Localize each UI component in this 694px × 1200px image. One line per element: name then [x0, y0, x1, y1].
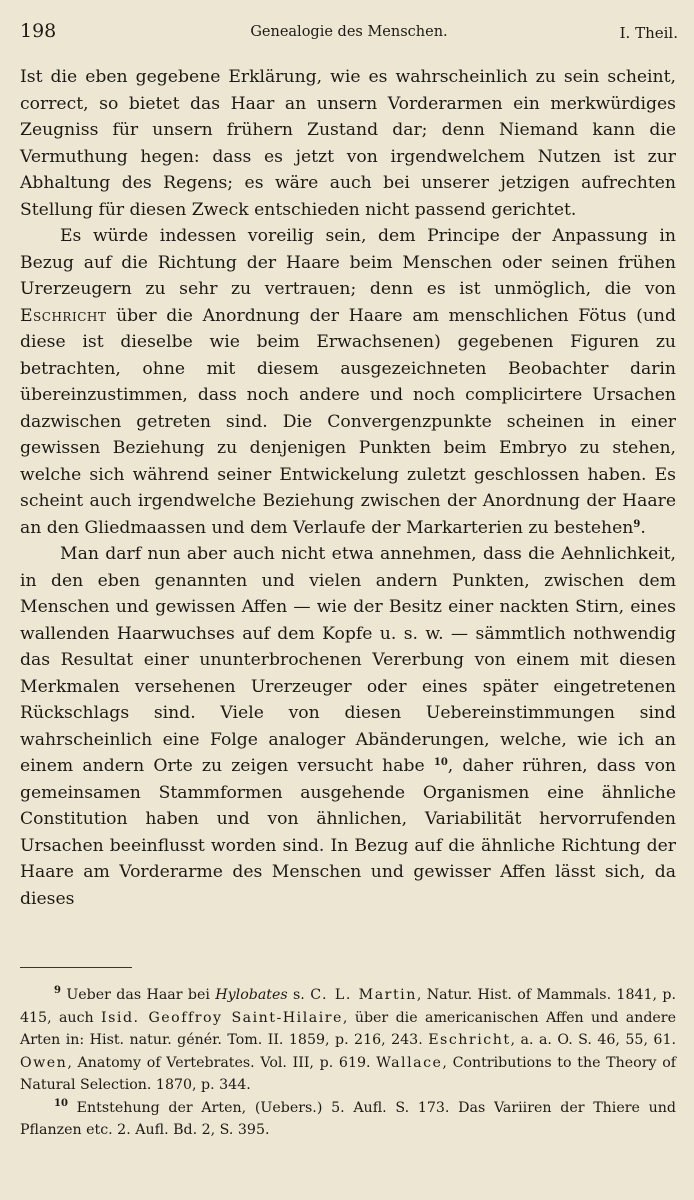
page-number: 198 — [20, 20, 57, 42]
paragraph-1: Ist die eben gegebene Erklärung, wie es wahrscheinlich zu sein scheint, correct, so bietet das Haar an unsern Vorderarmen ein merkwürdiges Zeugniss für unsern frühern Zustand dar; denn Niemand kann die Vermuthung hegen: dass es jetzt von irgendwelchem Nutzen ist zur Abhaltung des Regens; es wäre auch bei unserer jetzigen aufrechten Stellung für diesen Zweck entschieden nicht passend gerichtet. — [20, 67, 676, 220]
footnote-9-text: , Contributions to the Theory of Natural Selection. 1870, p. 344. — [20, 1054, 677, 1093]
paragraph-2-text-a: Es würde indessen voreilig sein, dem Principe der Anpassung in Bezug auf die Richtung der Haare beim Menschen oder seinen frühen Urerzeugern zu sehr zu vertrauen; denn es ist unmöglich, die von — [20, 226, 676, 299]
paragraph-3-text-b: , daher rühren, dass von gemeinsamen Stammformen ausgehende Organismen eine ähnliche Constitution haben und von ähnlichen, Variabilität hervorrufenden Ursachen beeinflusst worden sind. In Bezug auf die ähnliche Richtung der Haare am Vorderarme des Menschen und gewisser Affen lässt sich, da dieses — [20, 756, 676, 909]
footnote-9-text: , Natur. Hist. of Mammals. 1841, p. 415, auch — [20, 987, 676, 1026]
paragraph-2-text-b: über die Anordnung der Haare am menschlichen Fötus (und diese ist dieselbe wie beim Erwachsenen) gegebenen Figuren zu betrachten, ohne mit diesem ausgezeichneten Beobachter darin übereinzustimmen, dass noch andere und noch complicirtere Ursachen dazwischen getreten sind. Die Convergenzpunkte scheinen in einer gewissen Beziehung zu denjenigen Punkten beim Embryo zu stehen, welche sich während seiner Entwickelung zuletzt geschlossen haben. Es scheint auch irgendwelche Beziehung zwischen der Anordnung der Haare an den Gliedmaassen und dem Verlaufe der Markarterien zu bestehen — [20, 305, 676, 538]
footnote-10-marker: 10 — [54, 1097, 68, 1109]
paragraph-2 — [20, 223, 676, 541]
footnote-ref-10[interactable]: 10 — [433, 757, 448, 768]
genus-name: Hylobates — [215, 987, 288, 1003]
footnote-9-marker: 9 — [54, 985, 61, 996]
running-title: Genealogie des Menschen. — [250, 24, 448, 40]
author-eschricht: Eschricht — [428, 1032, 511, 1048]
paragraph-3 — [20, 541, 676, 912]
author-martin: C. L. Martin — [310, 987, 417, 1003]
footnote-9-text: , a. a. O. S. 46, 55, 61. — [510, 1032, 676, 1048]
footnote-9-text: s. — [293, 987, 305, 1003]
author-name-eschricht: Eschricht — [20, 305, 107, 326]
author-owen: Owen — [20, 1054, 68, 1071]
footnotes — [20, 984, 676, 1142]
paragraph-2-end: . — [640, 517, 646, 538]
page-header — [20, 20, 678, 48]
footnote-10 — [20, 1097, 676, 1142]
footnote-10-text: Entstehung der Arten, (Uebers.) 5. Aufl. S. 173. Das Variiren der Thiere und Pflanzen etc. 2. Aufl. Bd. 2, S. 395. — [20, 1099, 676, 1138]
paragraph-3-text-a: Man darf nun aber auch nicht etwa annehmen, dass die Aehnlichkeit, in den eben genannten und vielen andern Punkten, zwischen dem Menschen und gewissen Affen — wie der Besitz einer nackten Stirn, eines wallenden Haarwuchses auf dem Kopfe u. s. w. — sämmtlich nothwendig das Resultat einer ununterbrochenen Vererbung von einem mit diesen Merkmalen versehenen Urerzeuger oder eines später eingetretenen Rückschlags sind. Viele von diesen Uebereinstimmungen sind wahrscheinlich eine Folge analoger Abänderungen, welche, wie ich an einem andern Orte zu zeigen versucht habe — [20, 544, 676, 776]
author-geoffroy: Isid. Geoffroy Saint-Hilaire — [101, 1009, 343, 1026]
part-label: I. Theil. — [619, 24, 678, 42]
footnote-9-text: , Anatomy of Vertebrates. Vol. III, p. 619. — [67, 1054, 371, 1071]
author-wallace: Wallace — [376, 1054, 443, 1071]
footnote-9-text: , über die americanischen Affen und andere Arten in: Hist. natur. génér. Tom. II. 1859, p. 216, 243. — [20, 1009, 676, 1048]
main-text — [20, 64, 676, 912]
footnote-divider — [20, 967, 132, 968]
footnote-9 — [20, 984, 676, 1097]
footnote-9-text: Ueber das Haar bei — [66, 987, 210, 1003]
footnote-ref-9[interactable]: 9 — [633, 518, 641, 530]
